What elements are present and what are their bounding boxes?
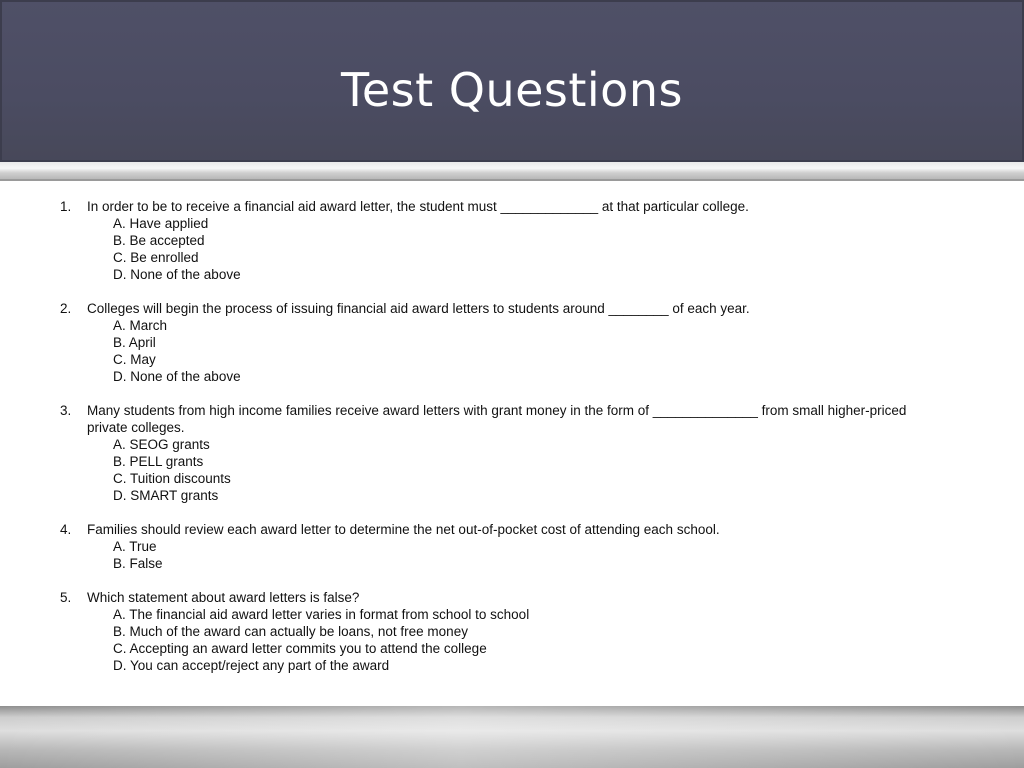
- answer-option: A. SEOG grants: [113, 437, 210, 452]
- answer-option: B. April: [113, 335, 156, 350]
- answer-option: D. SMART grants: [113, 488, 219, 503]
- question-text: Which statement about award letters is false?: [87, 590, 360, 605]
- answer-option: A. Have applied: [113, 216, 209, 231]
- answer-option: C. May: [113, 352, 156, 367]
- answer-option: A. True: [113, 539, 157, 554]
- question-number: 5.: [60, 590, 72, 605]
- question-number: 3.: [60, 403, 72, 418]
- question-4: [0, 521, 1024, 572]
- answer-option: B. Be accepted: [113, 233, 205, 248]
- question-1: [0, 198, 1024, 283]
- answer-option: D. None of the above: [113, 369, 241, 384]
- question-5: [0, 589, 1024, 674]
- slide-title: Test Questions: [341, 63, 683, 117]
- question-list: [0, 198, 1024, 691]
- question-number: 1.: [60, 199, 72, 214]
- answer-option: A. March: [113, 318, 168, 333]
- answer-option: C. Be enrolled: [113, 250, 199, 265]
- question-text: Families should review each award letter to determine the net out-of-pocket cost of attending each school.: [87, 522, 720, 537]
- footer-sheen: [0, 706, 1024, 768]
- divider-line: [0, 179, 1024, 181]
- divider-stripe: [0, 162, 1024, 180]
- question-3: [0, 402, 1024, 504]
- question-text: Colleges will begin the process of issuing financial aid award letters to students around ________ of each year.: [87, 301, 750, 316]
- answer-option: A. The financial aid award letter varies in format from school to school: [113, 607, 530, 622]
- question-text: In order to be to receive a financial aid award letter, the student must _____________ at that particular college.: [87, 199, 749, 214]
- title-bar: [0, 0, 1024, 162]
- question-number: 4.: [60, 522, 72, 537]
- question-2: [0, 300, 1024, 385]
- answer-option: D. You can accept/reject any part of the award: [113, 658, 390, 673]
- answer-option: B. PELL grants: [113, 454, 204, 469]
- answer-option: B. Much of the award can actually be loans, not free money: [113, 624, 468, 639]
- question-number: 2.: [60, 301, 72, 316]
- answer-option: D. None of the above: [113, 267, 241, 282]
- answer-option: C. Accepting an award letter commits you to attend the college: [113, 641, 487, 656]
- answer-option: C. Tuition discounts: [113, 471, 231, 486]
- question-text: Many students from high income families receive award letters with grant money in the form of ______________ from small higher-priced private colleges.: [87, 403, 907, 435]
- answer-option: B. False: [113, 556, 163, 571]
